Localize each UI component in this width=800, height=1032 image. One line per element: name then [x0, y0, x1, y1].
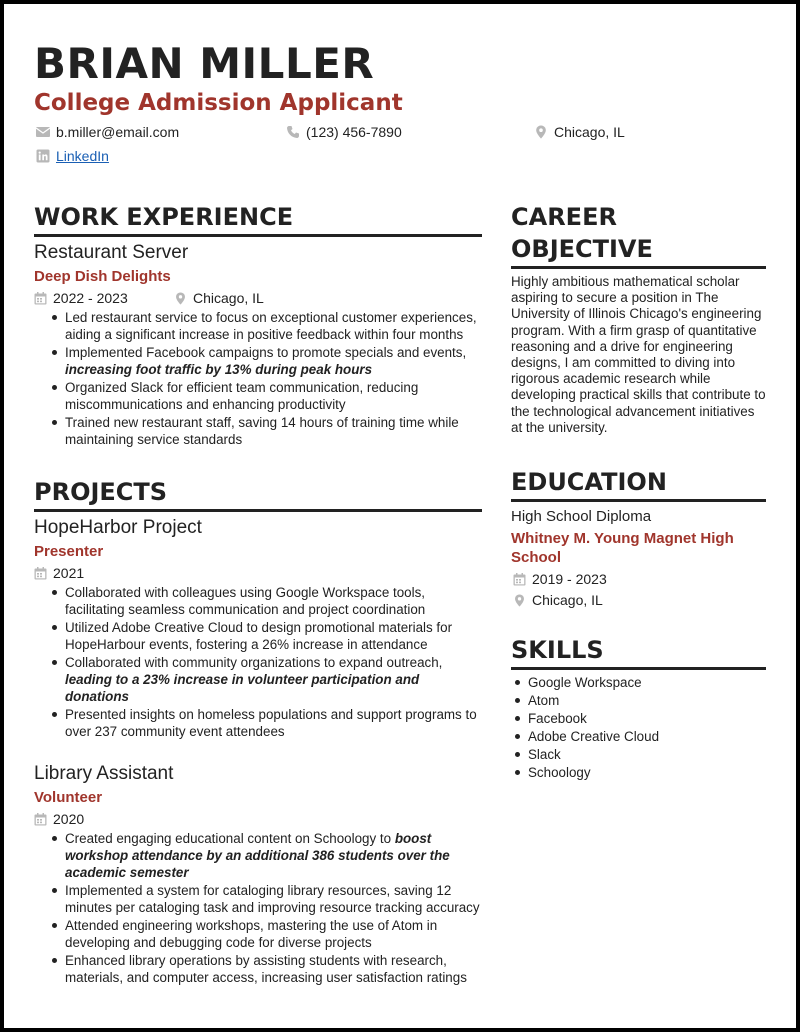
- job-dates-text: 2022 - 2023: [53, 290, 128, 306]
- education-location-text: Chicago, IL: [532, 592, 603, 609]
- skills-list: [511, 674, 766, 781]
- job-meta: [34, 289, 482, 308]
- calendar-icon: [34, 292, 47, 305]
- linkedin-link[interactable]: LinkedIn: [56, 148, 109, 164]
- project-title: HopeHarbor Project: [34, 517, 202, 538]
- email-text: b.miller@email.com: [56, 124, 180, 140]
- map-pin-icon: [174, 292, 187, 305]
- job-location-text: Chicago, IL: [193, 290, 264, 306]
- phone-text: (123) 456-7890: [306, 124, 402, 140]
- applicant-name: BRIAN MILLER: [34, 39, 375, 88]
- skill-item: Google Workspace: [511, 674, 766, 691]
- list-item: Led restaurant service to focus on exceptional customer experiences, aiding a significant increase in positive feedback within four months: [48, 309, 482, 343]
- project-entry: [34, 762, 482, 986]
- projects-heading: PROJECTS: [34, 476, 482, 512]
- school-name: Whitney M. Young Magnet High School: [511, 530, 734, 567]
- job-bullets: [48, 309, 482, 448]
- linkedin-icon: [36, 149, 50, 163]
- contact-linkedin: [36, 147, 109, 165]
- list-item: Enhanced library operations by assisting students with research, materials, and computer access, increasing user satisfaction ratings: [48, 952, 482, 986]
- map-pin-icon: [534, 125, 548, 139]
- project-role: Presenter: [34, 543, 104, 560]
- work-entry: [34, 241, 482, 448]
- project-entry: [34, 516, 482, 740]
- list-item: Collaborated with colleagues using Google Workspace tools, facilitating seamless communication and project coordination: [48, 584, 482, 618]
- education-dates-text: 2019 - 2023: [532, 571, 607, 588]
- calendar-icon: [34, 813, 47, 826]
- project-dates-text: 2020: [53, 811, 85, 827]
- contact-location: [534, 123, 625, 141]
- education-dates: [513, 570, 766, 589]
- project-bullets: [48, 584, 482, 740]
- career-objective-text: Highly ambitious mathematical scholar aspiring to secure a position in The University of Illinois Chicago's engineering program. With a firm grasp of quantitative reasoning and a drive for engineering designs, I am committed to diving into rigorous academic research while developing practical skills that contribute to the technological advancement initiatives at the university.: [511, 274, 766, 435]
- project-dates-text: 2021: [53, 565, 85, 581]
- list-item: Implemented Facebook campaigns to promote specials and events, increasing foot traffic by 13% during peak hours: [48, 344, 482, 378]
- list-item: Created engaging educational content on Schoology to boost workshop attendance by an additional 386 students over the academic semester: [48, 830, 482, 881]
- skill-item: Adobe Creative Cloud: [511, 728, 766, 745]
- project-bullets: [48, 830, 482, 986]
- list-item: Collaborated with community organizations to expand outreach, leading to a 23% increase in volunteer participation and donations: [48, 654, 482, 705]
- applicant-subtitle: College Admission Applicant: [34, 90, 403, 116]
- job-title: Restaurant Server: [34, 242, 189, 263]
- work-experience-heading: WORK EXPERIENCE: [34, 201, 482, 237]
- calendar-icon: [34, 567, 47, 580]
- degree-title: High School Diploma: [511, 508, 652, 526]
- skill-item: Atom: [511, 692, 766, 709]
- project-meta: [34, 810, 482, 829]
- project-title: Library Assistant: [34, 763, 174, 784]
- list-item: Utilized Adobe Creative Cloud to design promotional materials for HopeHarbour events, fostering a 26% increase in attendance: [48, 619, 482, 653]
- job-location: [174, 289, 264, 308]
- project-meta: [34, 564, 482, 583]
- project-role: Volunteer: [34, 789, 103, 806]
- envelope-icon: [36, 125, 50, 139]
- education-entry: [511, 507, 766, 610]
- project-dates: [34, 564, 84, 583]
- job-dates: [34, 289, 174, 308]
- left-column: [34, 201, 482, 986]
- resume-page: [4, 4, 796, 1028]
- list-item: Attended engineering workshops, mastering the use of Atom in developing and debugging code for diverse projects: [48, 917, 482, 951]
- right-column: [511, 201, 766, 781]
- list-item: Organized Slack for efficient team communication, reducing miscommunications and enhancing productivity: [48, 379, 482, 413]
- skill-item: Facebook: [511, 710, 766, 727]
- contact-phone: [286, 123, 402, 141]
- list-item: Presented insights on homeless populations and support programs to over 237 community event attendees: [48, 706, 482, 740]
- map-pin-icon: [513, 594, 526, 607]
- education-location: [513, 591, 766, 610]
- job-employer: Deep Dish Delights: [34, 268, 171, 285]
- contact-email: [36, 123, 179, 141]
- project-dates: [34, 810, 84, 829]
- location-text: Chicago, IL: [554, 124, 625, 140]
- list-item: Trained new restaurant staff, saving 14 hours of training time while maintaining service standards: [48, 414, 482, 448]
- skill-item: Slack: [511, 746, 766, 763]
- career-objective-heading: CAREER OBJECTIVE: [511, 201, 766, 269]
- education-heading: EDUCATION: [511, 466, 766, 502]
- skill-item: Schoology: [511, 764, 766, 781]
- list-item: Implemented a system for cataloging library resources, saving 12 minutes per cataloging task and improving resource tracking accuracy: [48, 882, 482, 916]
- skills-heading: SKILLS: [511, 634, 766, 670]
- phone-icon: [286, 125, 300, 139]
- calendar-icon: [513, 573, 526, 586]
